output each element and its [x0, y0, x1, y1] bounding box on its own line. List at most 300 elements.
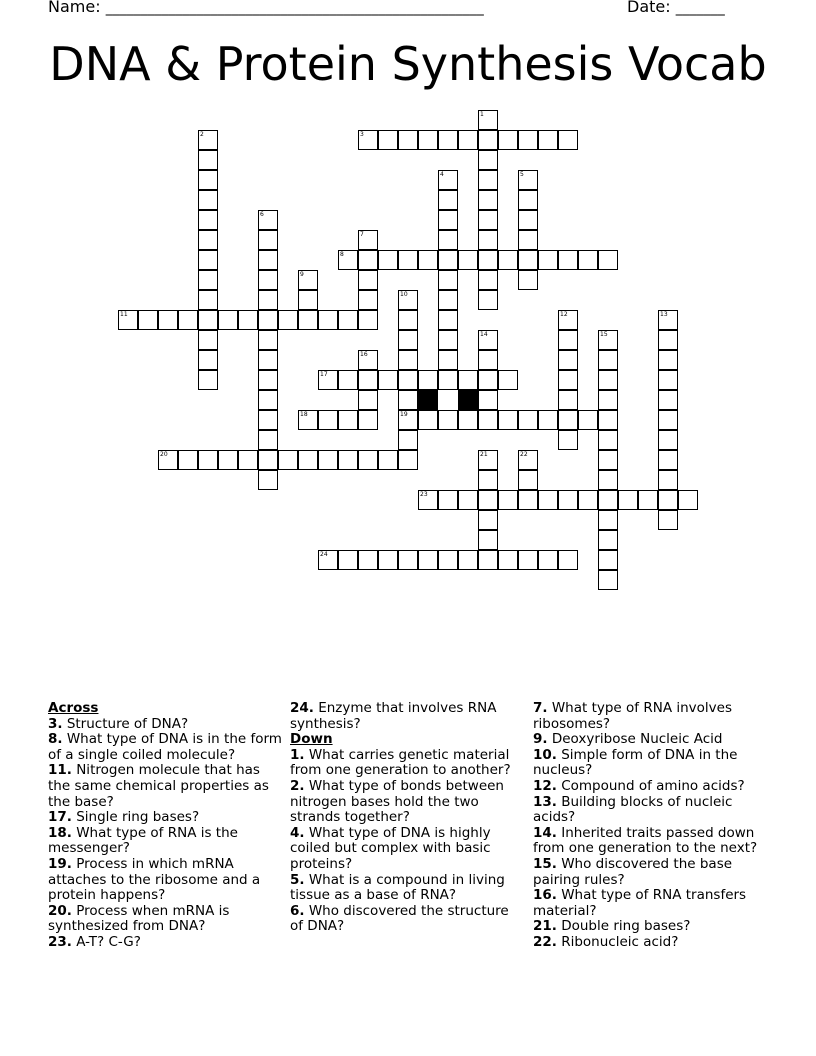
grid-cell[interactable] [658, 370, 678, 390]
grid-cell[interactable] [318, 550, 338, 570]
grid-cell[interactable] [438, 410, 458, 430]
grid-cell[interactable] [418, 410, 438, 430]
grid-cell[interactable] [458, 550, 478, 570]
grid-cell[interactable] [658, 330, 678, 350]
grid-cell[interactable] [498, 250, 518, 270]
clues-column-2 [290, 701, 526, 935]
grid-cell[interactable] [478, 330, 498, 350]
grid-cell[interactable] [318, 310, 338, 330]
clue-item-number: 18. [48, 824, 72, 841]
grid-cell[interactable] [418, 490, 438, 510]
clue-item [533, 935, 769, 951]
clue-item-text: What type of DNA is in the form of a single coiled molecule? [48, 731, 282, 763]
grid-cell[interactable] [498, 130, 518, 150]
clue-item [533, 779, 769, 795]
grid-cell[interactable] [458, 410, 478, 430]
clue-number: 11 [120, 311, 128, 318]
grid-cell[interactable] [438, 330, 458, 350]
grid-cell[interactable] [338, 310, 358, 330]
grid-cell[interactable] [538, 130, 558, 150]
grid-cell[interactable] [358, 370, 378, 390]
grid-cell[interactable] [518, 550, 538, 570]
grid-cell[interactable] [658, 450, 678, 470]
grid-cell[interactable] [258, 270, 278, 290]
clue-item-text: What carries genetic material from one generation to another? [290, 746, 511, 779]
grid-cell[interactable] [438, 170, 458, 190]
grid-cell[interactable] [518, 250, 538, 270]
grid-cell[interactable] [398, 130, 418, 150]
grid-cell[interactable] [478, 290, 498, 310]
grid-cell[interactable] [438, 490, 458, 510]
grid-cell[interactable] [538, 410, 558, 430]
grid-cell[interactable] [478, 370, 498, 390]
clue-item-text: What type of bonds between nitrogen bases hold the two strands together? [290, 777, 504, 826]
grid-cell[interactable] [598, 550, 618, 570]
grid-cell[interactable] [378, 550, 398, 570]
grid-cell[interactable] [598, 490, 618, 510]
grid-cell[interactable] [258, 390, 278, 410]
grid-cell[interactable] [398, 450, 418, 470]
grid-cell[interactable] [498, 410, 518, 430]
clue-item-text: Single ring bases? [71, 809, 200, 826]
grid-cell[interactable] [598, 250, 618, 270]
clue-item-text: What is a compound in living tissue as a base of RNA? [290, 871, 505, 904]
grid-cell[interactable] [478, 410, 498, 430]
grid-cell[interactable] [258, 350, 278, 370]
clue-number: 5 [520, 171, 524, 178]
grid-cell[interactable] [498, 490, 518, 510]
grid-cell[interactable] [518, 470, 538, 490]
clue-number: 24 [320, 551, 328, 558]
grid-cell[interactable] [558, 490, 578, 510]
grid-cell[interactable] [458, 370, 478, 390]
grid-cell[interactable] [198, 370, 218, 390]
grid-cell[interactable] [258, 430, 278, 450]
grid-cell[interactable] [658, 430, 678, 450]
grid-cell[interactable] [478, 210, 498, 230]
clue-item-number: 13. [533, 793, 557, 810]
grid-cell[interactable] [398, 310, 418, 330]
grid-cell[interactable] [358, 270, 378, 290]
grid-cell[interactable] [418, 550, 438, 570]
clue-item-text: Ribonucleic acid? [556, 933, 679, 950]
clue-item [48, 935, 284, 951]
clue-item-number: 5. [290, 871, 305, 888]
grid-cell[interactable] [178, 310, 198, 330]
grid-cell[interactable] [638, 490, 658, 510]
grid-cell[interactable] [478, 170, 498, 190]
clue-number: 6 [260, 211, 264, 218]
down-clue-list [290, 748, 526, 935]
clue-item [48, 810, 284, 826]
grid-cell[interactable] [278, 310, 298, 330]
clue-number: 19 [400, 411, 408, 418]
grid-cell[interactable] [518, 130, 538, 150]
grid-cell[interactable] [218, 310, 238, 330]
grid-cell[interactable] [438, 350, 458, 370]
clue-item-text: Double ring bases? [556, 918, 691, 935]
grid-cell[interactable] [358, 450, 378, 470]
grid-cell[interactable] [438, 210, 458, 230]
clue-number: 9 [300, 271, 304, 278]
grid-cell[interactable] [558, 250, 578, 270]
grid-cell[interactable] [458, 490, 478, 510]
clue-item-text: What type of DNA is highly coiled but complex with basic proteins? [290, 824, 491, 872]
clue-item-number: 14. [533, 824, 557, 841]
grid-cell[interactable] [338, 450, 358, 470]
grid-cell[interactable] [658, 490, 678, 510]
clue-item [533, 826, 769, 857]
grid-cell[interactable] [618, 490, 638, 510]
across-clue-list-continued [290, 701, 526, 732]
grid-cell[interactable] [478, 390, 498, 410]
clue-item [290, 748, 526, 779]
grid-cell[interactable] [558, 130, 578, 150]
clue-number: 20 [160, 451, 168, 458]
grid-cell[interactable] [198, 350, 218, 370]
grid-block [418, 390, 438, 410]
grid-cell[interactable] [218, 450, 238, 470]
clue-item-number: 11. [48, 762, 72, 779]
grid-cell[interactable] [538, 250, 558, 270]
clue-item [533, 857, 769, 888]
clue-item [533, 732, 769, 748]
clue-number: 18 [300, 411, 308, 418]
grid-cell[interactable] [258, 370, 278, 390]
grid-cell[interactable] [498, 550, 518, 570]
grid-cell[interactable] [358, 230, 378, 250]
across-clue-list [48, 717, 284, 951]
grid-cell[interactable] [338, 250, 358, 270]
clue-number: 3 [360, 131, 364, 138]
grid-cell[interactable] [578, 250, 598, 270]
clue-item-number: 4. [290, 824, 305, 841]
clue-number: 1 [480, 111, 484, 118]
clue-item-number: 21. [533, 918, 557, 935]
grid-cell[interactable] [198, 170, 218, 190]
grid-cell[interactable] [438, 310, 458, 330]
grid-cell[interactable] [198, 130, 218, 150]
grid-cell[interactable] [358, 390, 378, 410]
clue-item-text: Building blocks of nucleic acids? [533, 793, 733, 826]
grid-cell[interactable] [598, 570, 618, 590]
clue-item-number: 23. [48, 933, 72, 950]
clue-item [48, 904, 284, 935]
clue-number: 16 [360, 351, 368, 358]
grid-cell[interactable] [598, 410, 618, 430]
clue-item-text: Process in which mRNA attaches to the ribosome and a protein happens? [48, 855, 261, 904]
down-clue-list-continued [533, 701, 769, 951]
clue-item-text: What type of RNA transfers material? [533, 887, 747, 919]
clue-item-text: Simple form of DNA in the nucleus? [533, 746, 738, 779]
name-label: Name: [48, 0, 101, 16]
clue-item [290, 779, 526, 826]
grid-cell[interactable] [458, 250, 478, 270]
grid-cell[interactable] [178, 450, 198, 470]
grid-cell[interactable] [198, 190, 218, 210]
down-heading: Down [290, 731, 333, 748]
grid-cell[interactable] [118, 310, 138, 330]
grid-cell[interactable] [198, 250, 218, 270]
grid-cell[interactable] [358, 130, 378, 150]
grid-cell[interactable] [438, 190, 458, 210]
grid-cell[interactable] [298, 410, 318, 430]
grid-cell[interactable] [478, 150, 498, 170]
clue-item-number: 1. [290, 746, 305, 763]
grid-cell[interactable] [518, 410, 538, 430]
grid-cell[interactable] [298, 310, 318, 330]
clue-item-text: Who discovered the base pairing rules? [533, 855, 733, 888]
grid-cell[interactable] [278, 450, 298, 470]
grid-cell[interactable] [418, 250, 438, 270]
grid-cell[interactable] [338, 550, 358, 570]
grid-cell[interactable] [658, 410, 678, 430]
grid-cell[interactable] [438, 370, 458, 390]
grid-cell[interactable] [478, 450, 498, 470]
grid-cell[interactable] [398, 550, 418, 570]
grid-cell[interactable] [558, 310, 578, 330]
grid-cell[interactable] [438, 550, 458, 570]
clue-item [533, 795, 769, 826]
grid-cell[interactable] [358, 310, 378, 330]
grid-cell[interactable] [258, 250, 278, 270]
clue-number: 10 [400, 291, 408, 298]
grid-cell[interactable] [478, 470, 498, 490]
grid-cell[interactable] [518, 270, 538, 290]
grid-cell[interactable] [558, 550, 578, 570]
grid-cell[interactable] [478, 490, 498, 510]
grid-cell[interactable] [398, 330, 418, 350]
grid-cell[interactable] [458, 130, 478, 150]
clue-item-text: Nitrogen molecule that has the same chemical properties as the base? [48, 762, 269, 810]
grid-cell[interactable] [538, 550, 558, 570]
grid-cell[interactable] [478, 130, 498, 150]
grid-cell[interactable] [478, 110, 498, 130]
grid-cell[interactable] [398, 290, 418, 310]
grid-cell[interactable] [258, 310, 278, 330]
grid-cell[interactable] [518, 210, 538, 230]
grid-cell[interactable] [198, 230, 218, 250]
clue-item [533, 748, 769, 779]
grid-cell[interactable] [658, 350, 678, 370]
grid-cell[interactable] [658, 390, 678, 410]
clue-number: 14 [480, 331, 488, 338]
clues-column-3 [533, 701, 769, 951]
grid-cell[interactable] [558, 430, 578, 450]
grid-cell[interactable] [558, 390, 578, 410]
grid-cell[interactable] [518, 170, 538, 190]
clue-item-number: 8. [48, 731, 63, 748]
grid-cell[interactable] [578, 490, 598, 510]
clue-item-number: 12. [533, 777, 557, 794]
clue-item-number: 3. [48, 715, 63, 732]
clue-item-text: Inherited traits passed down from one generation to the next? [533, 824, 758, 857]
grid-cell[interactable] [538, 490, 558, 510]
clue-number: 13 [660, 311, 668, 318]
clue-item-text: What type of RNA involves ribosomes? [533, 700, 732, 732]
clue-item [48, 763, 284, 810]
clue-item [533, 701, 769, 732]
grid-cell[interactable] [258, 210, 278, 230]
grid-cell[interactable] [598, 330, 618, 350]
grid-cell[interactable] [658, 510, 678, 530]
grid-cell[interactable] [358, 290, 378, 310]
grid-cell[interactable] [598, 370, 618, 390]
grid-cell[interactable] [498, 370, 518, 390]
grid-cell[interactable] [258, 410, 278, 430]
grid-cell[interactable] [378, 130, 398, 150]
grid-cell[interactable] [438, 270, 458, 290]
clues-column-1 [48, 701, 284, 951]
grid-cell[interactable] [258, 230, 278, 250]
grid-cell[interactable] [378, 250, 398, 270]
grid-cell[interactable] [318, 410, 338, 430]
grid-cell[interactable] [198, 150, 218, 170]
grid-cell[interactable] [578, 410, 598, 430]
clue-item-text: What type of RNA is the messenger? [48, 824, 238, 857]
grid-cell[interactable] [198, 450, 218, 470]
grid-cell[interactable] [258, 450, 278, 470]
clue-item [48, 717, 284, 733]
clue-item [533, 919, 769, 935]
grid-cell[interactable] [598, 530, 618, 550]
grid-cell[interactable] [598, 450, 618, 470]
clue-item-text: Deoxyribose Nucleic Acid [547, 731, 723, 748]
clue-item [290, 904, 526, 935]
clue-item-number: 24. [290, 700, 314, 716]
clue-number: 21 [480, 451, 488, 458]
grid-cell[interactable] [478, 550, 498, 570]
grid-cell[interactable] [358, 350, 378, 370]
grid-cell[interactable] [438, 130, 458, 150]
clue-item [290, 826, 526, 873]
clue-number: 23 [420, 491, 428, 498]
grid-cell[interactable] [358, 250, 378, 270]
grid-cell[interactable] [258, 470, 278, 490]
grid-cell[interactable] [198, 330, 218, 350]
name-line: ______________________________________________________ [105, 0, 484, 16]
grid-cell[interactable] [478, 350, 498, 370]
grid-cell[interactable] [198, 310, 218, 330]
clue-item-number: 20. [48, 902, 72, 919]
grid-cell[interactable] [158, 450, 178, 470]
grid-cell[interactable] [478, 230, 498, 250]
clue-item-number: 6. [290, 902, 305, 919]
clue-number: 2 [200, 131, 204, 138]
grid-cell[interactable] [478, 250, 498, 270]
grid-cell[interactable] [398, 390, 418, 410]
grid-cell[interactable] [438, 230, 458, 250]
clue-item-text: Compound of amino acids? [556, 777, 745, 794]
page-title: DNA & Protein Synthesis Vocab [49, 37, 767, 91]
grid-cell[interactable] [558, 410, 578, 430]
grid-cell[interactable] [238, 450, 258, 470]
grid-cell[interactable] [518, 230, 538, 250]
grid-cell[interactable] [198, 290, 218, 310]
grid-cell[interactable] [338, 370, 358, 390]
grid-cell[interactable] [518, 490, 538, 510]
grid-cell[interactable] [418, 370, 438, 390]
grid-cell[interactable] [678, 490, 698, 510]
grid-cell[interactable] [318, 450, 338, 470]
grid-cell[interactable] [158, 310, 178, 330]
grid-cell[interactable] [598, 390, 618, 410]
grid-cell[interactable] [558, 350, 578, 370]
clue-item-number: 9. [533, 731, 548, 748]
grid-cell[interactable] [358, 410, 378, 430]
clue-item [290, 873, 526, 904]
grid-cell[interactable] [358, 550, 378, 570]
grid-cell[interactable] [598, 510, 618, 530]
grid-cell[interactable] [518, 190, 538, 210]
clue-item-text: A-T? C-G? [71, 933, 141, 950]
grid-cell[interactable] [518, 450, 538, 470]
grid-cell[interactable] [558, 330, 578, 350]
clue-number: 22 [520, 451, 528, 458]
across-heading: Across [48, 700, 99, 716]
clue-number: 12 [560, 311, 568, 318]
grid-cell[interactable] [418, 130, 438, 150]
clue-item-text: Process when mRNA is synthesized from DNA? [48, 902, 230, 935]
grid-cell[interactable] [658, 310, 678, 330]
grid-cell[interactable] [478, 270, 498, 290]
grid-cell[interactable] [398, 370, 418, 390]
clue-item-number: 17. [48, 809, 72, 826]
grid-cell[interactable] [398, 410, 418, 430]
grid-cell[interactable] [598, 430, 618, 450]
grid-cell[interactable] [598, 350, 618, 370]
grid-cell[interactable] [298, 290, 318, 310]
grid-cell[interactable] [258, 290, 278, 310]
grid-cell[interactable] [318, 370, 338, 390]
grid-cell[interactable] [138, 310, 158, 330]
grid-cell[interactable] [238, 310, 258, 330]
grid-cell[interactable] [258, 330, 278, 350]
date-label: Date: [627, 0, 671, 16]
grid-cell[interactable] [598, 470, 618, 490]
grid-cell[interactable] [198, 270, 218, 290]
grid-cell[interactable] [438, 250, 458, 270]
grid-cell[interactable] [398, 350, 418, 370]
grid-cell[interactable] [198, 210, 218, 230]
grid-cell[interactable] [378, 450, 398, 470]
clue-number: 7 [360, 231, 364, 238]
grid-cell[interactable] [398, 430, 418, 450]
grid-cell[interactable] [558, 370, 578, 390]
grid-cell[interactable] [298, 270, 318, 290]
grid-cell[interactable] [378, 370, 398, 390]
grid-cell[interactable] [478, 190, 498, 210]
grid-cell[interactable] [438, 290, 458, 310]
clue-item-text: Enzyme that involves RNA synthesis? [290, 700, 497, 732]
clue-item [533, 888, 769, 919]
grid-cell[interactable] [658, 470, 678, 490]
grid-cell[interactable] [338, 410, 358, 430]
grid-cell[interactable] [478, 530, 498, 550]
grid-cell[interactable] [478, 510, 498, 530]
grid-cell[interactable] [398, 250, 418, 270]
clue-item-number: 22. [533, 933, 557, 950]
clue-item-text: Who discovered the structure of DNA? [290, 902, 509, 935]
clue-item [48, 857, 284, 904]
grid-cell[interactable] [298, 450, 318, 470]
clue-item-number: 10. [533, 746, 557, 763]
clue-item [48, 826, 284, 857]
clue-item [48, 732, 284, 763]
clue-number: 15 [600, 331, 608, 338]
date-line: _______ [675, 0, 725, 16]
grid-block [458, 390, 478, 410]
